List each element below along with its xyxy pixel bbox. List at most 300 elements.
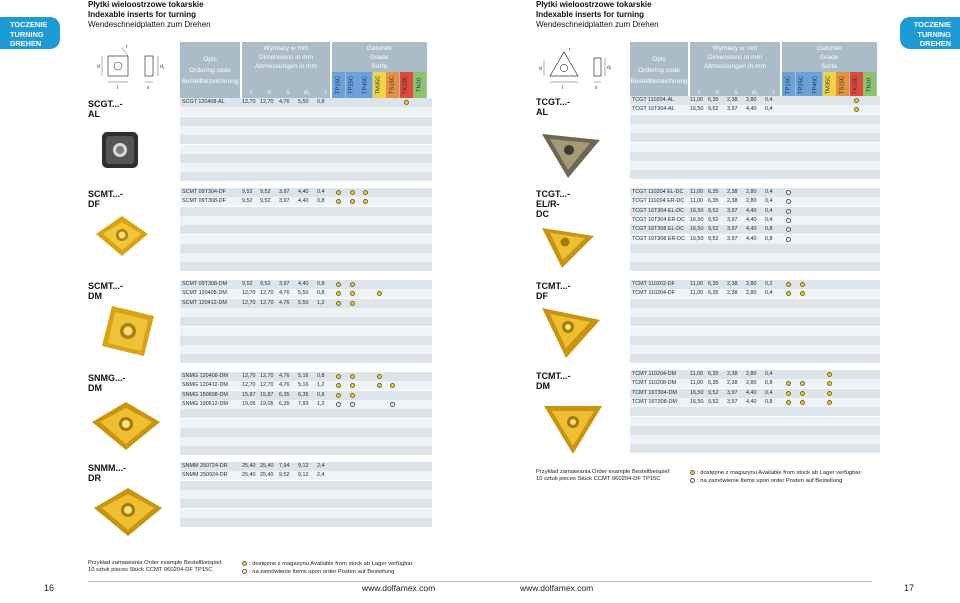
table-row[interactable] — [630, 280, 880, 289]
section-tab[interactable] — [0, 17, 60, 49]
dim-letter: d — [715, 89, 719, 96]
dim-value: 0,4 — [765, 198, 773, 205]
ordering-code: TCMT 110204-DM — [632, 371, 677, 377]
table-stripe — [630, 262, 880, 271]
dim-value: 9,52 — [708, 226, 719, 233]
dim-value: 3,97 — [727, 389, 738, 396]
table-stripe — [630, 133, 880, 142]
drawing-label-r: r — [569, 47, 571, 53]
order-dot-icon — [690, 478, 695, 483]
header-grade — [782, 42, 877, 98]
insert-photo-scgt — [92, 128, 148, 174]
order-example — [536, 469, 671, 483]
section-title: TCMT...-DF — [536, 281, 571, 301]
dim-value: 4,40 — [298, 189, 309, 195]
stock-dot-icon — [827, 372, 832, 377]
table-row[interactable] — [630, 197, 880, 206]
table-stripe — [180, 262, 432, 271]
dim-value: 11,00 — [690, 281, 704, 287]
dim-value: 9,52 — [708, 235, 719, 242]
dim-value: 0,8 — [765, 398, 773, 405]
dim-value: 2,4 — [317, 463, 325, 469]
dim-value: 4,40 — [298, 198, 309, 205]
dim-value: 0,8 — [317, 391, 325, 398]
dim-value: 15,87 — [260, 391, 274, 398]
grade-label: TN10 — [416, 77, 422, 93]
dim-letter: d₁ — [304, 89, 310, 96]
tab-line: TOCZENIE — [10, 20, 48, 29]
table-stripe — [630, 170, 880, 179]
table-stripe — [180, 117, 432, 126]
table-row[interactable] — [180, 299, 432, 308]
grade-label: TN10 — [866, 77, 872, 93]
dim-value: 9,52 — [242, 198, 253, 205]
grade-label: TP15C — [335, 75, 341, 95]
header-code-line: Opis — [203, 56, 217, 63]
dim-value: 5,50 — [298, 299, 309, 306]
dim-value: 9,52 — [260, 198, 271, 205]
dim-value: 0,4 — [765, 207, 773, 214]
grade-column-tp25c — [796, 72, 809, 98]
tab-line: TOCZENIE — [913, 20, 951, 29]
table-stripe — [180, 145, 432, 154]
table-stripe — [180, 135, 432, 144]
section-title: TCMT...-DM — [536, 371, 571, 391]
ordering-code: SNMG 190612-DM — [182, 400, 228, 407]
stock-dot-icon — [350, 291, 355, 296]
dim-value: 11,00 — [690, 371, 704, 377]
dim-value: 5,50 — [298, 290, 309, 297]
stock-dot-icon — [377, 291, 382, 296]
dim-value: 6,35 — [279, 400, 290, 407]
stock-dot-icon — [336, 190, 341, 195]
table-stripe — [180, 154, 432, 163]
table-stripe — [180, 509, 432, 518]
table-row[interactable] — [630, 379, 880, 388]
dim-value: 3,97 — [279, 198, 290, 205]
table-header — [630, 42, 880, 98]
dim-value: 0,4 — [765, 371, 773, 377]
page-header — [536, 0, 659, 30]
grade-column-tp40c — [809, 72, 822, 98]
dim-value: 9,52 — [708, 106, 719, 113]
grade-label: TS15C — [389, 75, 395, 95]
table-stripe — [630, 308, 880, 317]
table-stripe — [630, 253, 880, 262]
dim-value: 0,8 — [317, 99, 325, 105]
table-row[interactable] — [180, 391, 432, 400]
dim-value: 9,52 — [708, 207, 719, 214]
header-dim-line: Abmessungen in mm — [255, 63, 317, 70]
dim-value: 3,97 — [279, 281, 290, 287]
ordering-code: TCGT 16T304 EL-DC — [632, 207, 685, 214]
dim-value: 12,70 — [260, 299, 274, 306]
website-url[interactable]: www.dolfamex.com — [520, 583, 594, 593]
footer-rule — [88, 581, 480, 582]
table-row[interactable] — [180, 289, 432, 298]
table-stripe — [630, 345, 880, 354]
header-title-en: Indexable inserts for turning — [536, 10, 645, 19]
header-dim-line: Wymiary w mm — [263, 45, 309, 52]
dim-value: 6,35 — [708, 281, 719, 287]
dim-value: 6,35 — [708, 189, 719, 195]
table-row[interactable] — [630, 235, 880, 244]
order-dot-icon — [786, 190, 791, 195]
stock-dot-icon — [350, 282, 355, 287]
header-code-line: Ordering code — [189, 67, 231, 74]
stock-dot-icon — [350, 383, 355, 388]
dim-value: 9,52 — [708, 216, 719, 223]
dim-value: 9,52 — [708, 398, 719, 405]
dim-value: 25,40 — [260, 463, 274, 469]
grade-label: TM35C — [375, 75, 382, 95]
dim-value: 0,8 — [765, 226, 773, 233]
header-grade-line: Gatunek — [366, 45, 392, 52]
dim-value: 12,70 — [260, 99, 274, 105]
table-row[interactable] — [630, 370, 880, 379]
grade-column-tp40c — [359, 72, 372, 98]
dim-letter: d — [267, 89, 271, 96]
table-row[interactable] — [180, 400, 432, 409]
table-stripe — [630, 327, 880, 336]
section-tab[interactable] — [900, 17, 960, 49]
dim-value: 3,97 — [727, 226, 738, 233]
dim-value: 0,8 — [317, 290, 325, 297]
ordering-code: SCMT 120408-DM — [182, 290, 227, 297]
legend-stock-text: : dostępne z magazynu Available from stock ab Lager verfügbar — [249, 561, 413, 567]
ordering-code: SCMT 09T308-DM — [182, 281, 228, 287]
header-grade-line: Grade — [820, 54, 839, 61]
order-dot-icon — [242, 569, 247, 574]
ordering-code: TCGT 110204 EL-DC — [632, 189, 684, 195]
stock-dot-icon — [827, 381, 832, 386]
dim-value: 2,4 — [317, 472, 325, 479]
grade-label: TP40C — [812, 75, 818, 95]
grade-label: TP40C — [362, 75, 368, 95]
table-row[interactable] — [180, 381, 432, 390]
table-stripe — [630, 115, 880, 124]
dim-letter: s — [286, 89, 290, 96]
dim-value: 0,8 — [317, 198, 325, 205]
table-row[interactable] — [630, 216, 880, 225]
table-stripe — [180, 499, 432, 508]
dim-value: 0,4 — [765, 97, 773, 103]
dim-value: 25,40 — [260, 472, 274, 479]
dim-value: 9,52 — [708, 389, 719, 396]
dim-value: 6,35 — [708, 371, 719, 377]
dim-value: 2,80 — [746, 189, 757, 195]
table-stripe — [180, 317, 432, 326]
table-row[interactable] — [180, 280, 432, 289]
table-stripe — [180, 216, 432, 225]
dim-value: 0,4 — [317, 189, 325, 195]
section-title: SCGT...-AL — [88, 99, 123, 119]
dim-value: 16,50 — [690, 235, 704, 242]
section-title: SNMM...-DR — [88, 463, 126, 483]
table-row[interactable] — [630, 105, 880, 114]
order-example-line: 10 sztuk pieces Stück CCMT 060204-DF TP15C — [536, 476, 661, 482]
ordering-code: TCMT 16T308-DM — [632, 398, 677, 405]
dim-value: 2,38 — [727, 290, 738, 297]
table-stripe — [630, 336, 880, 345]
ordering-code: TCGT 16T304 ER-DC — [632, 216, 685, 223]
dim-value: 4,40 — [746, 398, 757, 405]
table-row[interactable] — [630, 289, 880, 298]
dim-value: 7,94 — [279, 463, 290, 469]
dim-value: 11,00 — [690, 97, 704, 103]
table-row[interactable] — [630, 188, 880, 197]
stock-dot-icon — [800, 291, 805, 296]
stock-dot-icon — [786, 400, 791, 405]
stock-dot-icon — [854, 107, 859, 112]
dim-value: 5,16 — [298, 373, 309, 379]
dim-value: 1,2 — [317, 299, 325, 306]
dim-value: 5,16 — [298, 382, 309, 389]
dim-value: 16,50 — [690, 226, 704, 233]
table-stripe — [180, 172, 432, 181]
dim-value: 1,2 — [317, 382, 325, 389]
dim-value: 3,97 — [727, 398, 738, 405]
table-row[interactable] — [180, 188, 432, 197]
grade-label: TK10C — [852, 75, 859, 95]
stock-dot-icon — [377, 374, 382, 379]
grade-label: TP25C — [798, 75, 805, 95]
table-row[interactable] — [630, 398, 880, 407]
table-stripe — [630, 354, 880, 363]
stock-dot-icon — [350, 301, 355, 306]
grade-column-tm35c — [373, 72, 386, 98]
dim-value: 16,50 — [690, 389, 704, 396]
grade-label: TS15C — [839, 75, 845, 95]
insert-photo-tcmt-df — [538, 300, 604, 362]
dim-value: 2,80 — [746, 97, 757, 103]
ordering-code: SNMM 250924-DR — [182, 472, 228, 479]
header-grade-line: Sorte — [371, 63, 388, 70]
dim-value: 4,40 — [746, 389, 757, 396]
ordering-code: TCMT 16T304-DM — [632, 389, 677, 396]
stock-dot-icon — [336, 393, 341, 398]
stock-dot-icon — [404, 100, 409, 105]
table-stripe — [180, 126, 432, 135]
dim-value: 3,97 — [727, 207, 738, 214]
dim-value: 16,50 — [690, 106, 704, 113]
dim-value: 11,00 — [690, 380, 704, 387]
grade-column-tp15c — [332, 72, 345, 98]
order-dot-icon — [786, 199, 791, 204]
table-row[interactable] — [180, 462, 432, 471]
grade-column-ts15c — [386, 72, 399, 98]
dim-value: 19,05 — [260, 400, 274, 407]
dim-value: 16,50 — [690, 398, 704, 405]
dim-value: 6,35 — [708, 380, 719, 387]
table-stripe — [180, 163, 432, 172]
drawing-label-d: d — [97, 64, 100, 70]
order-dot-icon — [786, 218, 791, 223]
insert-photo-scmt-df — [92, 212, 152, 260]
dim-value: 2,80 — [746, 380, 757, 387]
stock-dot-icon — [336, 301, 341, 306]
ordering-code: SNMM 250724-DR — [182, 463, 228, 469]
order-dot-icon — [786, 209, 791, 214]
dim-value: 15,87 — [242, 391, 256, 398]
dim-value: 4,40 — [746, 106, 757, 113]
table-row[interactable] — [180, 372, 432, 381]
stock-dot-icon — [827, 400, 832, 405]
dim-value: 0,4 — [765, 189, 773, 195]
table-row[interactable] — [180, 98, 432, 107]
stock-dot-icon — [350, 190, 355, 195]
grade-label: TP15C — [785, 75, 791, 95]
drawing-label-r: r — [126, 44, 128, 50]
dim-value: 9,52 — [260, 189, 271, 195]
order-example-line: 10 sztuk pieces Stück CCMT 060204-DF TP15C — [88, 567, 213, 573]
ordering-code: SNMG 120412-DM — [182, 382, 228, 389]
table-stripe — [180, 354, 432, 363]
insert-drawing-triangle — [538, 42, 624, 98]
order-example-line: Przykład zamawiania Order example Bestellbeispiel: — [88, 560, 223, 566]
dim-value: 1,2 — [317, 400, 325, 407]
table-stripe — [180, 253, 432, 262]
dim-value: 12,70 — [260, 382, 274, 389]
insert-photo-tcgt-dc — [538, 218, 598, 270]
table-stripe — [630, 317, 880, 326]
table-stripe — [180, 308, 432, 317]
table-row[interactable] — [630, 225, 880, 234]
table-stripe — [180, 207, 432, 216]
ordering-code: TCGT 16T304-AL — [632, 106, 675, 113]
dim-value: 2,80 — [746, 290, 757, 297]
table-stripe — [630, 143, 880, 152]
stock-dot-icon — [336, 374, 341, 379]
stock-dot-icon — [350, 393, 355, 398]
dim-value: 2,80 — [746, 281, 757, 287]
dim-letter: l — [250, 89, 252, 96]
dim-value: 12,70 — [260, 373, 274, 379]
grade-column-tn10 — [413, 72, 426, 98]
legend-order-text: : na zamówienie Items upon order Posten auf Bestellung — [249, 569, 395, 575]
ordering-code: TCGT 110204 ER-DC — [632, 198, 685, 205]
stock-dot-icon — [336, 282, 341, 287]
header-title-pl: Płytki wieloostrzowe tokarskie — [88, 0, 204, 9]
stock-dot-icon — [786, 291, 791, 296]
table-stripe — [180, 225, 432, 234]
dim-value: 2,80 — [746, 198, 757, 205]
stock-dot-icon — [390, 383, 395, 388]
section-title: TCGT...-AL — [536, 97, 570, 117]
header-code-line: Ordering code — [638, 67, 680, 74]
legend-order-text: : na zamówienie Items upon order Posten auf Bestellung — [697, 478, 843, 484]
table-stripe — [180, 235, 432, 244]
table-row[interactable] — [630, 389, 880, 398]
table-stripe — [180, 419, 432, 428]
table-stripe — [180, 244, 432, 253]
header-code-line: Bestellbezeichnung — [630, 78, 688, 85]
stock-dot-icon — [363, 199, 368, 204]
drawing-label-d1: d₁ — [607, 65, 612, 71]
table-stripe — [180, 409, 432, 418]
page-number: 17 — [904, 583, 915, 593]
header-dim-line: Dimensions in mm — [258, 54, 314, 61]
header-code-line: Opis — [652, 56, 666, 63]
header-dimensions — [242, 42, 330, 98]
page-right — [480, 0, 960, 603]
table-stripe — [180, 336, 432, 345]
section-title: SCMT...-DF — [88, 189, 123, 209]
table-stripe — [180, 518, 432, 527]
grade-label: TP25C — [348, 75, 355, 95]
table-row[interactable] — [180, 471, 432, 480]
header-grade-line: Sorte — [821, 63, 838, 70]
ordering-code: TCMT 110202-DF — [632, 281, 675, 287]
drawing-label-s: s — [147, 85, 150, 91]
header-code-line: Bestellbezeichnung — [181, 78, 239, 85]
table-row[interactable] — [630, 96, 880, 105]
header-dim-line: Abmessungen in mm — [704, 63, 766, 70]
website-url[interactable]: www.dolfamex.com — [362, 583, 436, 593]
stock-dot-icon — [786, 391, 791, 396]
dim-value: 11,00 — [690, 290, 704, 297]
table-row[interactable] — [180, 197, 432, 206]
dim-value: 2,38 — [727, 198, 738, 205]
dim-value: 12,70 — [260, 290, 274, 297]
dim-value: 4,76 — [279, 373, 290, 379]
table-row[interactable] — [630, 207, 880, 216]
stock-dot-icon — [854, 98, 859, 103]
table-header — [180, 42, 432, 98]
dim-value: 6,35 — [708, 198, 719, 205]
ordering-code: SCMT 09T304-DF — [182, 189, 226, 195]
dim-value: 2,38 — [727, 97, 738, 103]
stock-dot-icon — [336, 199, 341, 204]
dim-value: 11,00 — [690, 189, 704, 195]
availability-legend — [690, 469, 861, 485]
table-stripe — [630, 407, 880, 416]
drawing-label-l: l — [562, 85, 564, 91]
table-stripe — [180, 327, 432, 336]
stock-dot-icon — [800, 391, 805, 396]
stock-dot-icon — [350, 374, 355, 379]
dim-letter: r — [324, 89, 328, 96]
order-example — [88, 560, 223, 574]
dim-value: 6,35 — [708, 290, 719, 297]
grade-column-tn10 — [863, 72, 876, 98]
stock-dot-icon — [350, 199, 355, 204]
dim-value: 4,40 — [746, 216, 757, 223]
insert-photo-snmm — [92, 486, 164, 538]
dim-value: 3,97 — [727, 106, 738, 113]
dim-value: 3,97 — [727, 235, 738, 242]
table-stripe — [180, 345, 432, 354]
header-title-en: Indexable inserts for turning — [88, 10, 197, 19]
dim-value: 16,50 — [690, 207, 704, 214]
ordering-code: TCGT 110204-AL — [632, 97, 675, 103]
table-stripe — [630, 299, 880, 308]
dim-value: 12,70 — [242, 382, 256, 389]
dim-value: 7,93 — [298, 400, 309, 407]
dim-value: 12,70 — [242, 299, 256, 306]
grade-column-tm35c — [823, 72, 836, 98]
header-grade-line: Grade — [370, 54, 389, 61]
dim-letter: l — [698, 89, 700, 96]
grade-column-tk10c — [400, 72, 413, 98]
stock-dot-icon — [786, 282, 791, 287]
stock-dot-icon — [690, 470, 695, 475]
dim-value: 4,76 — [279, 299, 290, 306]
dim-value: 11,00 — [690, 198, 704, 205]
dim-value: 12,70 — [242, 99, 256, 105]
insert-photo-tcgt-al — [538, 126, 604, 182]
drawing-label-d: d — [539, 66, 542, 72]
